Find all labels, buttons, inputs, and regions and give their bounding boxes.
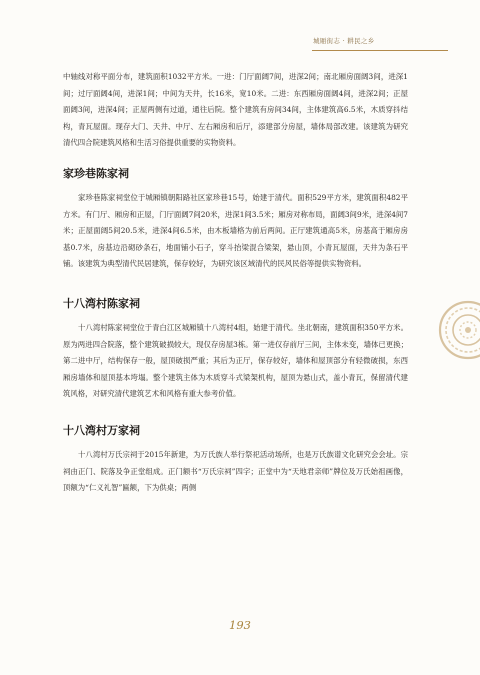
page-number: 193 <box>229 618 251 632</box>
section-heading-chen-ancestral-hall: 十八湾村陈家祠 <box>63 296 140 310</box>
running-header-title: 城厢街志 · 耕民之乡 <box>313 37 375 45</box>
section-paragraph-jiazhenxiang: 家珍巷陈家祠堂位于城厢镇朝阳路社区家珍巷15号，始建于清代。面积529平方米，建筑面积482平方米。有门厅、厢房和正屋，门厅面阔7间20米，进深1间3.5米；厢房对称布局，面阔3间9米，进深4间7米；正屋面阔5间20.5米，进深4间6.5米，由木板墙格为前后两间。正厅建筑通高5米，房基高于厢房房基0.7米，房基边沿砌砂条石，地面铺小石子，穿斗抬梁混合梁架，悬山顶，小青瓦屋面，天井为条石平铺。该建筑为典型清代民居建筑，保存较好，为研究该区域清代的民风民俗等提供实物资料。 <box>63 192 409 269</box>
section-heading-jiazhenxiang: 家珍巷陈家祠 <box>63 166 129 180</box>
page-content <box>63 69 408 497</box>
intro-paragraph: 中轴线对称平面分布，建筑面积1032平方米。一进：门厅面阔7间，进深2间；南北厢房面阔3间，进深1间；过厅面阔4间，进深1间；中间为天井，长16米，宽10米。二进：东西厢房面阔4间，进深2间；正屋面阔3间，进深4间；正屋两侧有过道，通往后院。整个建筑有房间34间，主体建筑高6.5米，木质穿抖结构，青瓦屋面。现存大门、天井、中厅、左右厢房和后厅，添建部分房屋，墙体局部改建。该建筑为研究清代四合院建筑风格和生活习俗提供重要的实物资料。 <box>63 72 408 148</box>
running-header-rule <box>312 50 448 51</box>
section-paragraph-wan-ancestral-hall: 十八湾村万氏宗祠于2015年新建，为万氏族人举行祭祀活动场所，也是万氏族谱文化研究会会址。宗祠由正门、院落及争正堂组成。正门额书“万氏宗祠”四字；正堂中为“天地君亲师”牌位及万氏始祖画像，顶额为“仁义礼智”匾额，下为供桌；两侧 <box>63 449 408 493</box>
section-paragraph-chen-ancestral-hall: 十八湾村陈家祠堂位于青白江区城厢镇十八湾村4组，始建于清代。坐北朝南，建筑面积350平方米。原为两进四合院落，整个建筑破损较大，现仅存房屋3栋。第一进仅存前厅三间，主体未变，墙体已更换；第二进中厅，结构保存一般，屋顶破损严重；其后为正厅，保存较好，墙体和屋顶部分有轻微破损，东西厢房墙体和屋顶基本垮塌。整个建筑主体为木质穿斗式梁架机构，屋顶为悬山式，盖小青瓦，保留清代建筑风格，对研究清代建筑艺术和风格有重大参考价值。 <box>63 322 408 399</box>
decorative-seal-icon <box>438 300 480 360</box>
section-heading-wan-ancestral-hall: 十八湾村万家祠 <box>63 423 140 437</box>
